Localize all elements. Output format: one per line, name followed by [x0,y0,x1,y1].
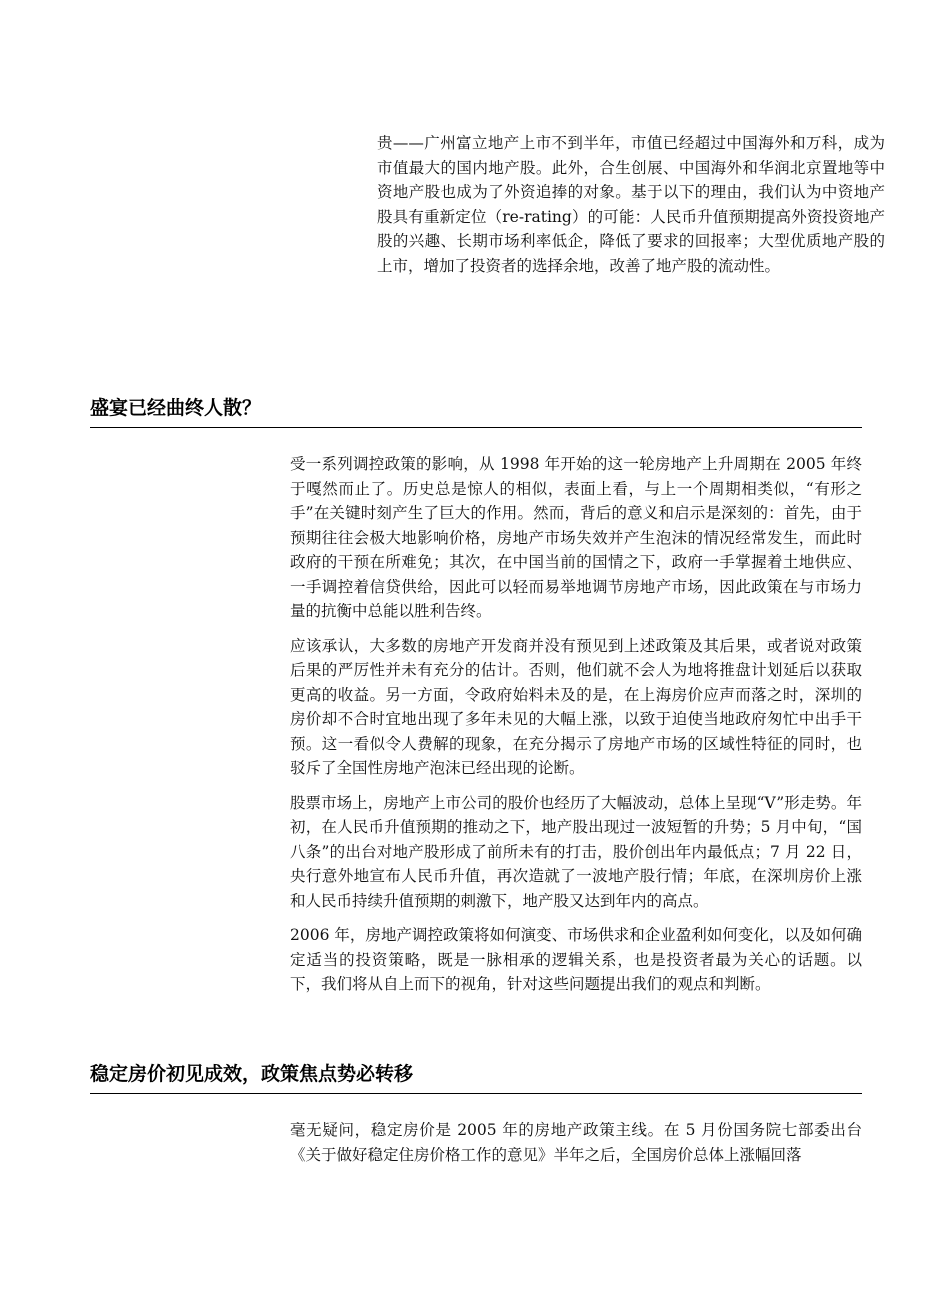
intro-paragraph: 贵——广州富立地产上市不到半年，市值已经超过中国海外和万科，成为市值最大的国内地产股。此外，合生创展、中国海外和华润北京置地等中资地产股也成为了外资追捧的对象。基于以下的理由，我们认为中资地产股具有重新定位（re-rating）的可能：人民币升值预期提高外资投资地产股的兴趣、长期市场利率低企，降低了要求的回报率；大型优质地产股的上市，增加了投资者的选择余地，改善了地产股的流动性。 [377,134,885,275]
section-header-policy [90,1061,862,1094]
body-paragraph: 2006 年，房地产调控政策将如何演变、市场供求和企业盈利如何变化，以及如何确定适当的投资策略，既是一脉相承的逻辑关系，也是投资者最为关心的话题。以下，我们将从自上而下的视角，针对这些问题提出我们的观点和判断。 [290,926,862,993]
section-title: 盛宴已经曲终人散？ [90,395,862,428]
section-body-banquet [290,452,862,1007]
body-paragraph: 应该承认，大多数的房地产开发商并没有预见到上述政策及其后果，或者说对政策后果的严厉性并未有充分的估计。否则，他们就不会人为地将推盘计划延后以获取更高的收益。另一方面，令政府始料未及的是，在上海房价应声而落之时，深圳的房价却不合时宜地出现了多年未见的大幅上涨，以致于迫使当地政府匆忙中出手干预。这一看似令人费解的现象，在充分揭示了房地产市场的区域性特征的同时，也驳斥了全国性房地产泡沫已经出现的论断。 [290,636,862,777]
body-paragraph: 毫无疑问，稳定房价是 2005 年的房地产政策主线。在 5 月份国务院七部委出台《关于做好稳定住房价格工作的意见》半年之后，全国房价总体上涨幅回落 [290,1121,862,1164]
section-title: 稳定房价初见成效，政策焦点势必转移 [90,1061,862,1094]
section-header-banquet [90,395,862,428]
body-paragraph: 股票市场上，房地产上市公司的股价也经历了大幅波动，总体上呈现“V”形走势。年初，在人民币升值预期的推动之下，地产股出现过一波短暂的升势；5 月中旬，“国八条”的出台对地产股形成了前所未有的打击，股价创出年内最低点；7 月 22 日，央行意外地宣布人民币升值，再次造就了一波地产股行情；年底，在深圳房价上涨和人民币持续升值预期的刺激下，地产股又达到年内的高点。 [290,793,862,910]
section-body-policy [290,1118,862,1177]
body-paragraph: 受一系列调控政策的影响，从 1998 年开始的这一轮房地产上升周期在 2005 年终于嘎然而止了。历史总是惊人的相似，表面上看，与上一个周期相类似，“有形之手”在关键时刻产生了巨大的作用。然而，背后的意义和启示是深刻的：首先，由于预期往往会极大地影响价格，房地产市场失效并产生泡沫的情况经常发生，而此时政府的干预在所难免；其次，在中国当前的国情之下，政府一手掌握着土地供应、一手调控着信贷供给，因此可以轻而易举地调节房地产市场，因此政策在与市场力量的抗衡中总能以胜利告终。 [290,455,862,620]
